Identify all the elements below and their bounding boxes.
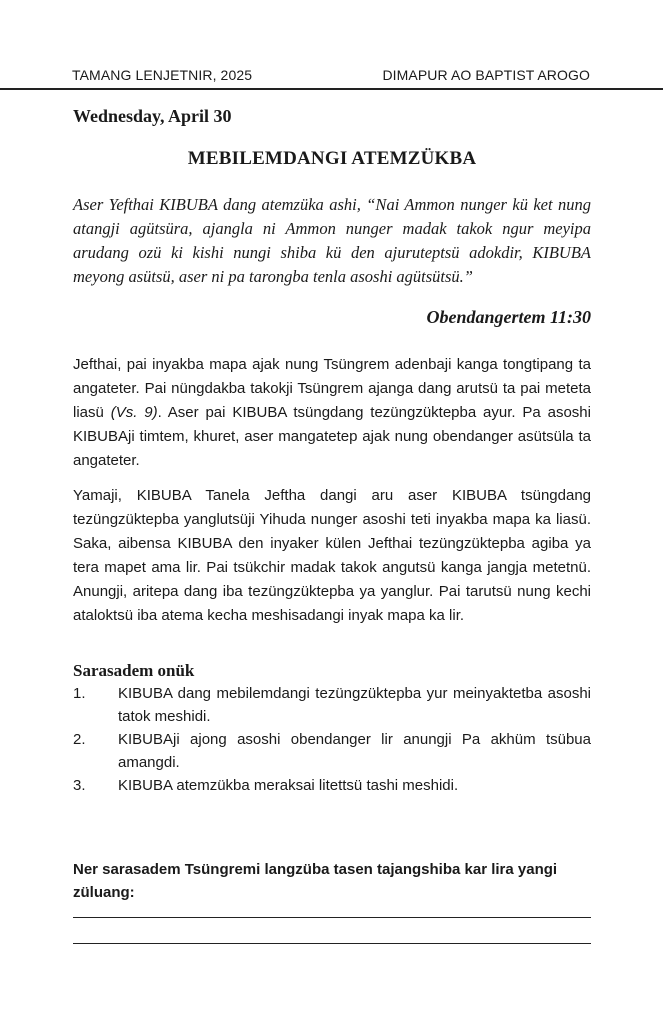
points-list [73, 682, 591, 797]
verse-reference: Obendangertem 11:30 [426, 307, 591, 327]
list-item-text: KIBUBAji ajong asoshi obendanger lir anungji Pa akhüm tsübua amangdi. [118, 731, 591, 771]
list-item-number: 1. [73, 685, 86, 702]
reflection-prompt: Ner sarasadem Tsüngremi langzüba tasen tajangshiba kar lira yangi züluang: [73, 861, 558, 901]
list-item-text: KIBUBA dang mebilemdangi tezüngzüktepba yur meinyaktetba asoshi tatok meshidi. [118, 685, 591, 725]
paragraph-1-ref: (Vs. 9) [110, 404, 158, 421]
header-left: TAMANG LENJETNIR, 2025 [72, 67, 253, 83]
paragraph-1-after: . Aser pai KIBUBA tsüngdang tezüngzüktepba ayur. Pa asoshi KIBUBAji timtem, khuret, aser mangatetep ajak nung obendanger asütsüla ta angateter. [73, 404, 591, 469]
header-rule [0, 88, 663, 90]
body-paragraph-1 [73, 353, 591, 473]
list-item-text: KIBUBA atemzükba meraksai litettsü tashi meshidi. [118, 777, 459, 794]
points-heading: Sarasadem onük [73, 661, 195, 680]
list-item [73, 682, 591, 728]
list-item [73, 728, 591, 774]
list-item-number: 2. [73, 731, 86, 748]
answer-line-1[interactable] [73, 917, 591, 918]
list-item [73, 774, 591, 797]
page-title: MEBILEMDANGI ATEMZÜKBA [187, 148, 477, 169]
body-paragraph-2: Yamaji, KIBUBA Tanela Jeftha dangi aru aser KIBUBA tsüngdang tezüngzüktepba yanglutsüji Yihuda nunger asoshi teti inyakba mapa ka liasü. Saka, aibensa KIBUBA den inyaker külen Jefthai tezüngzüktepba agiba ya tera mapet ama lir. Pai tsükchir madak takok angutsü kanga jangja metetnü. Anungji, aritepa dang iba tezüngzüktepba ya yanglur. Pai tarutsü nung kechi ataloktsü iba atema kecha meshisadangi inyak mapa ka lir. [73, 487, 591, 624]
date-heading: Wednesday, April 30 [73, 106, 232, 126]
verse-text: Aser Yefthai KIBUBA dang atemzüka ashi, “Nai Ammon nunger kü ket nung atangji agütsüra, ajangla ni Ammon nunger madak takok ngur meyipa arudang ozü ki kishi nungi shiba kü den ajuruteptsü adokdir, KIBUBA meyong asütsü, aser ni pa tarongba tenla asoshi agütsütsü.” [73, 195, 591, 286]
paragraph-1-before: Jefthai, pai inyakba mapa ajak nung Tsüngrem adenbaji kanga tongtipang ta angateter. Pai nüngdakba takokji Tsüngrem ajanga dang arutsü ta pai meteta liasü [73, 356, 591, 421]
header-right: DIMAPUR AO BAPTIST AROGO [382, 67, 590, 83]
running-header [72, 67, 590, 83]
list-item-number: 3. [73, 777, 86, 794]
answer-line-2[interactable] [73, 943, 591, 944]
